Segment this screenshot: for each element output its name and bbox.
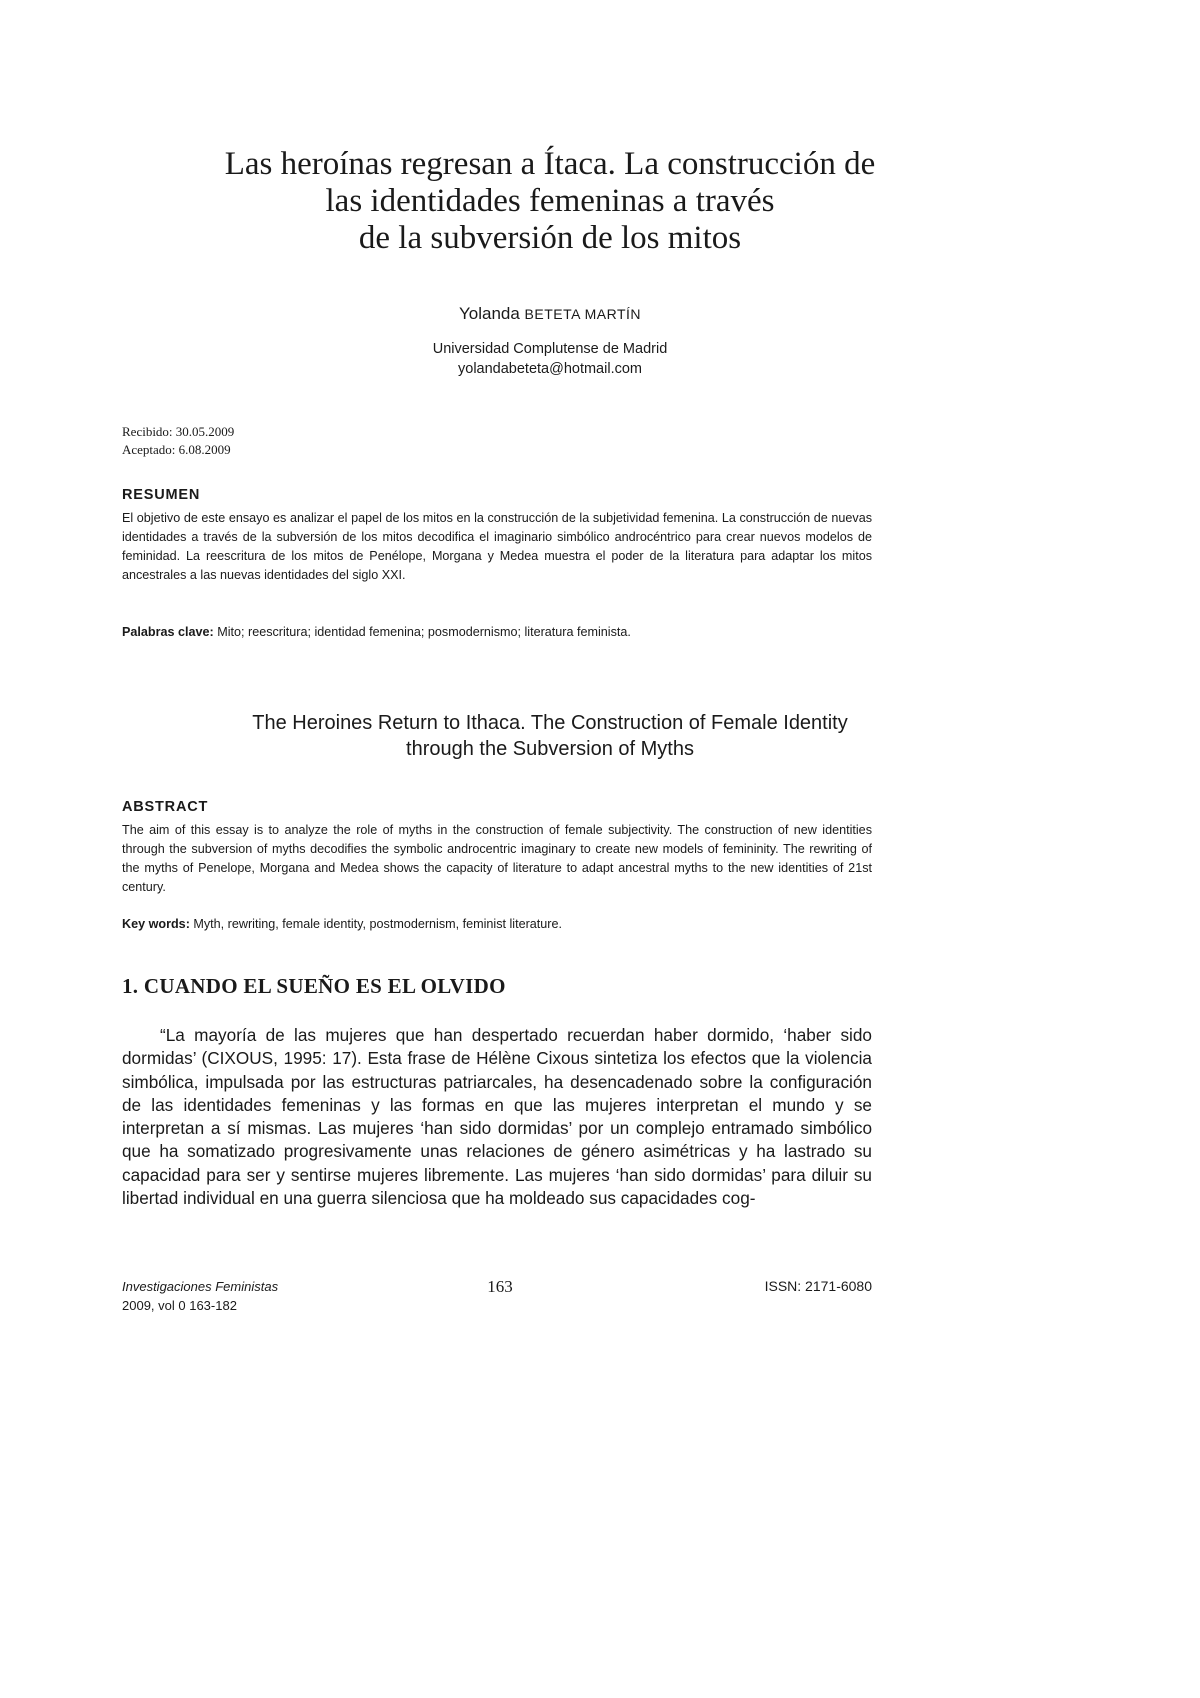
- received-date: Recibido: 30.05.2009: [122, 424, 235, 439]
- author-affiliation: [100, 339, 1000, 379]
- resumen-keywords: [122, 623, 872, 642]
- abstract-keywords-label: Key words:: [122, 917, 190, 931]
- abstract-text: The aim of this essay is to analyze the role of myths in the construction of female subjectivity. The construction of new identities through the subversion of myths decodifies the symbolic androcentric imaginary to create new models of femininity. The rewriting of the myths of Penelope, Morgana and Medea shows the capacity of literature to adapt ancestral myths to the new identities of 21st century.: [122, 823, 872, 894]
- author-email: yolandabeteta@hotmail.com: [458, 361, 642, 377]
- author-name: [100, 303, 1000, 325]
- resumen-keywords-label: Palabras clave:: [122, 625, 214, 639]
- journal-name: Investigaciones Feministas: [122, 1279, 279, 1294]
- title-line-2: las identidades femeninas a través: [325, 183, 775, 219]
- resumen-text: El objetivo de este ensayo es analizar el papel de los mitos en la construcción de la subjetividad femenina. La construcción de nuevas identidades a través de la subversión de los mitos decodifica el imaginario simbólico androcéntrico para crear nuevos modelos de feminidad. La reescritura de los mitos de Penélope, Morgana y Medea muestra el poder de la literatura para adaptar los mitos ancestrales a las nuevas identidades del siglo XXI.: [122, 511, 872, 582]
- accepted-date: Aceptado: 6.08.2009: [122, 442, 231, 457]
- resumen-heading: RESUMEN: [122, 487, 201, 503]
- page-number: 163: [487, 1277, 513, 1296]
- section-1-paragraph: “La mayoría de las mujeres que han despertado recuerdan haber dormido, ‘haber sido dormidas’ (CIXOUS, 1995: 17). Esta frase de Hélène Cixous sintetiza los efectos que la violencia simbólica, impulsada por las estructuras patriarcales, ha desencadenado sobre la configuración de las identidades femeninas y las formas en que las mujeres interpretan el mundo y se interpretan a sí mismas. Las mujeres ‘han sido dormidas’ por un complejo entramado simbólico que ha somatizado progresivamente unas relaciones de género asimétricas y ha lastrado su capacidad para ser y sentirse mujeres libremente. Las mujeres ‘han sido dormidas’ para diluir su libertad individual en una guerra silenciosa que ha moldeado sus capacidades cog-: [122, 1025, 872, 1209]
- english-title-line-1: The Heroines Return to Ithaca. The Construction of Female Identity: [252, 712, 848, 734]
- submission-dates: [122, 423, 234, 459]
- english-title: [100, 710, 1000, 762]
- issn: ISSN: 2171-6080: [764, 1278, 872, 1294]
- title-line-3: de la subversión de los mitos: [358, 220, 742, 256]
- abstract-heading: ABSTRACT: [122, 799, 209, 815]
- article-title: [100, 146, 1000, 257]
- english-title-line-2: through the Subversion of Myths: [406, 738, 694, 760]
- resumen-keywords-list: Mito; reescritura; identidad femenina; posmodernismo; literatura feminista.: [217, 625, 631, 639]
- title-line-1: Las heroínas regresan a Ítaca. La construcción de: [224, 146, 876, 182]
- institution: Universidad Complutense de Madrid: [432, 341, 668, 357]
- author-first-name: Yolanda: [458, 304, 520, 323]
- journal-volume: 2009, vol 0 163-182: [122, 1298, 237, 1313]
- abstract-keywords-list: Myth, rewriting, female identity, postmodernism, feminist literature.: [193, 917, 563, 931]
- footer-citation: [122, 1277, 278, 1315]
- abstract-keywords: [122, 915, 872, 934]
- author-last-name: BETETA MARTÍN: [524, 306, 641, 322]
- section-1-heading: 1. CUANDO EL SUEÑO ES EL OLVIDO: [122, 974, 506, 998]
